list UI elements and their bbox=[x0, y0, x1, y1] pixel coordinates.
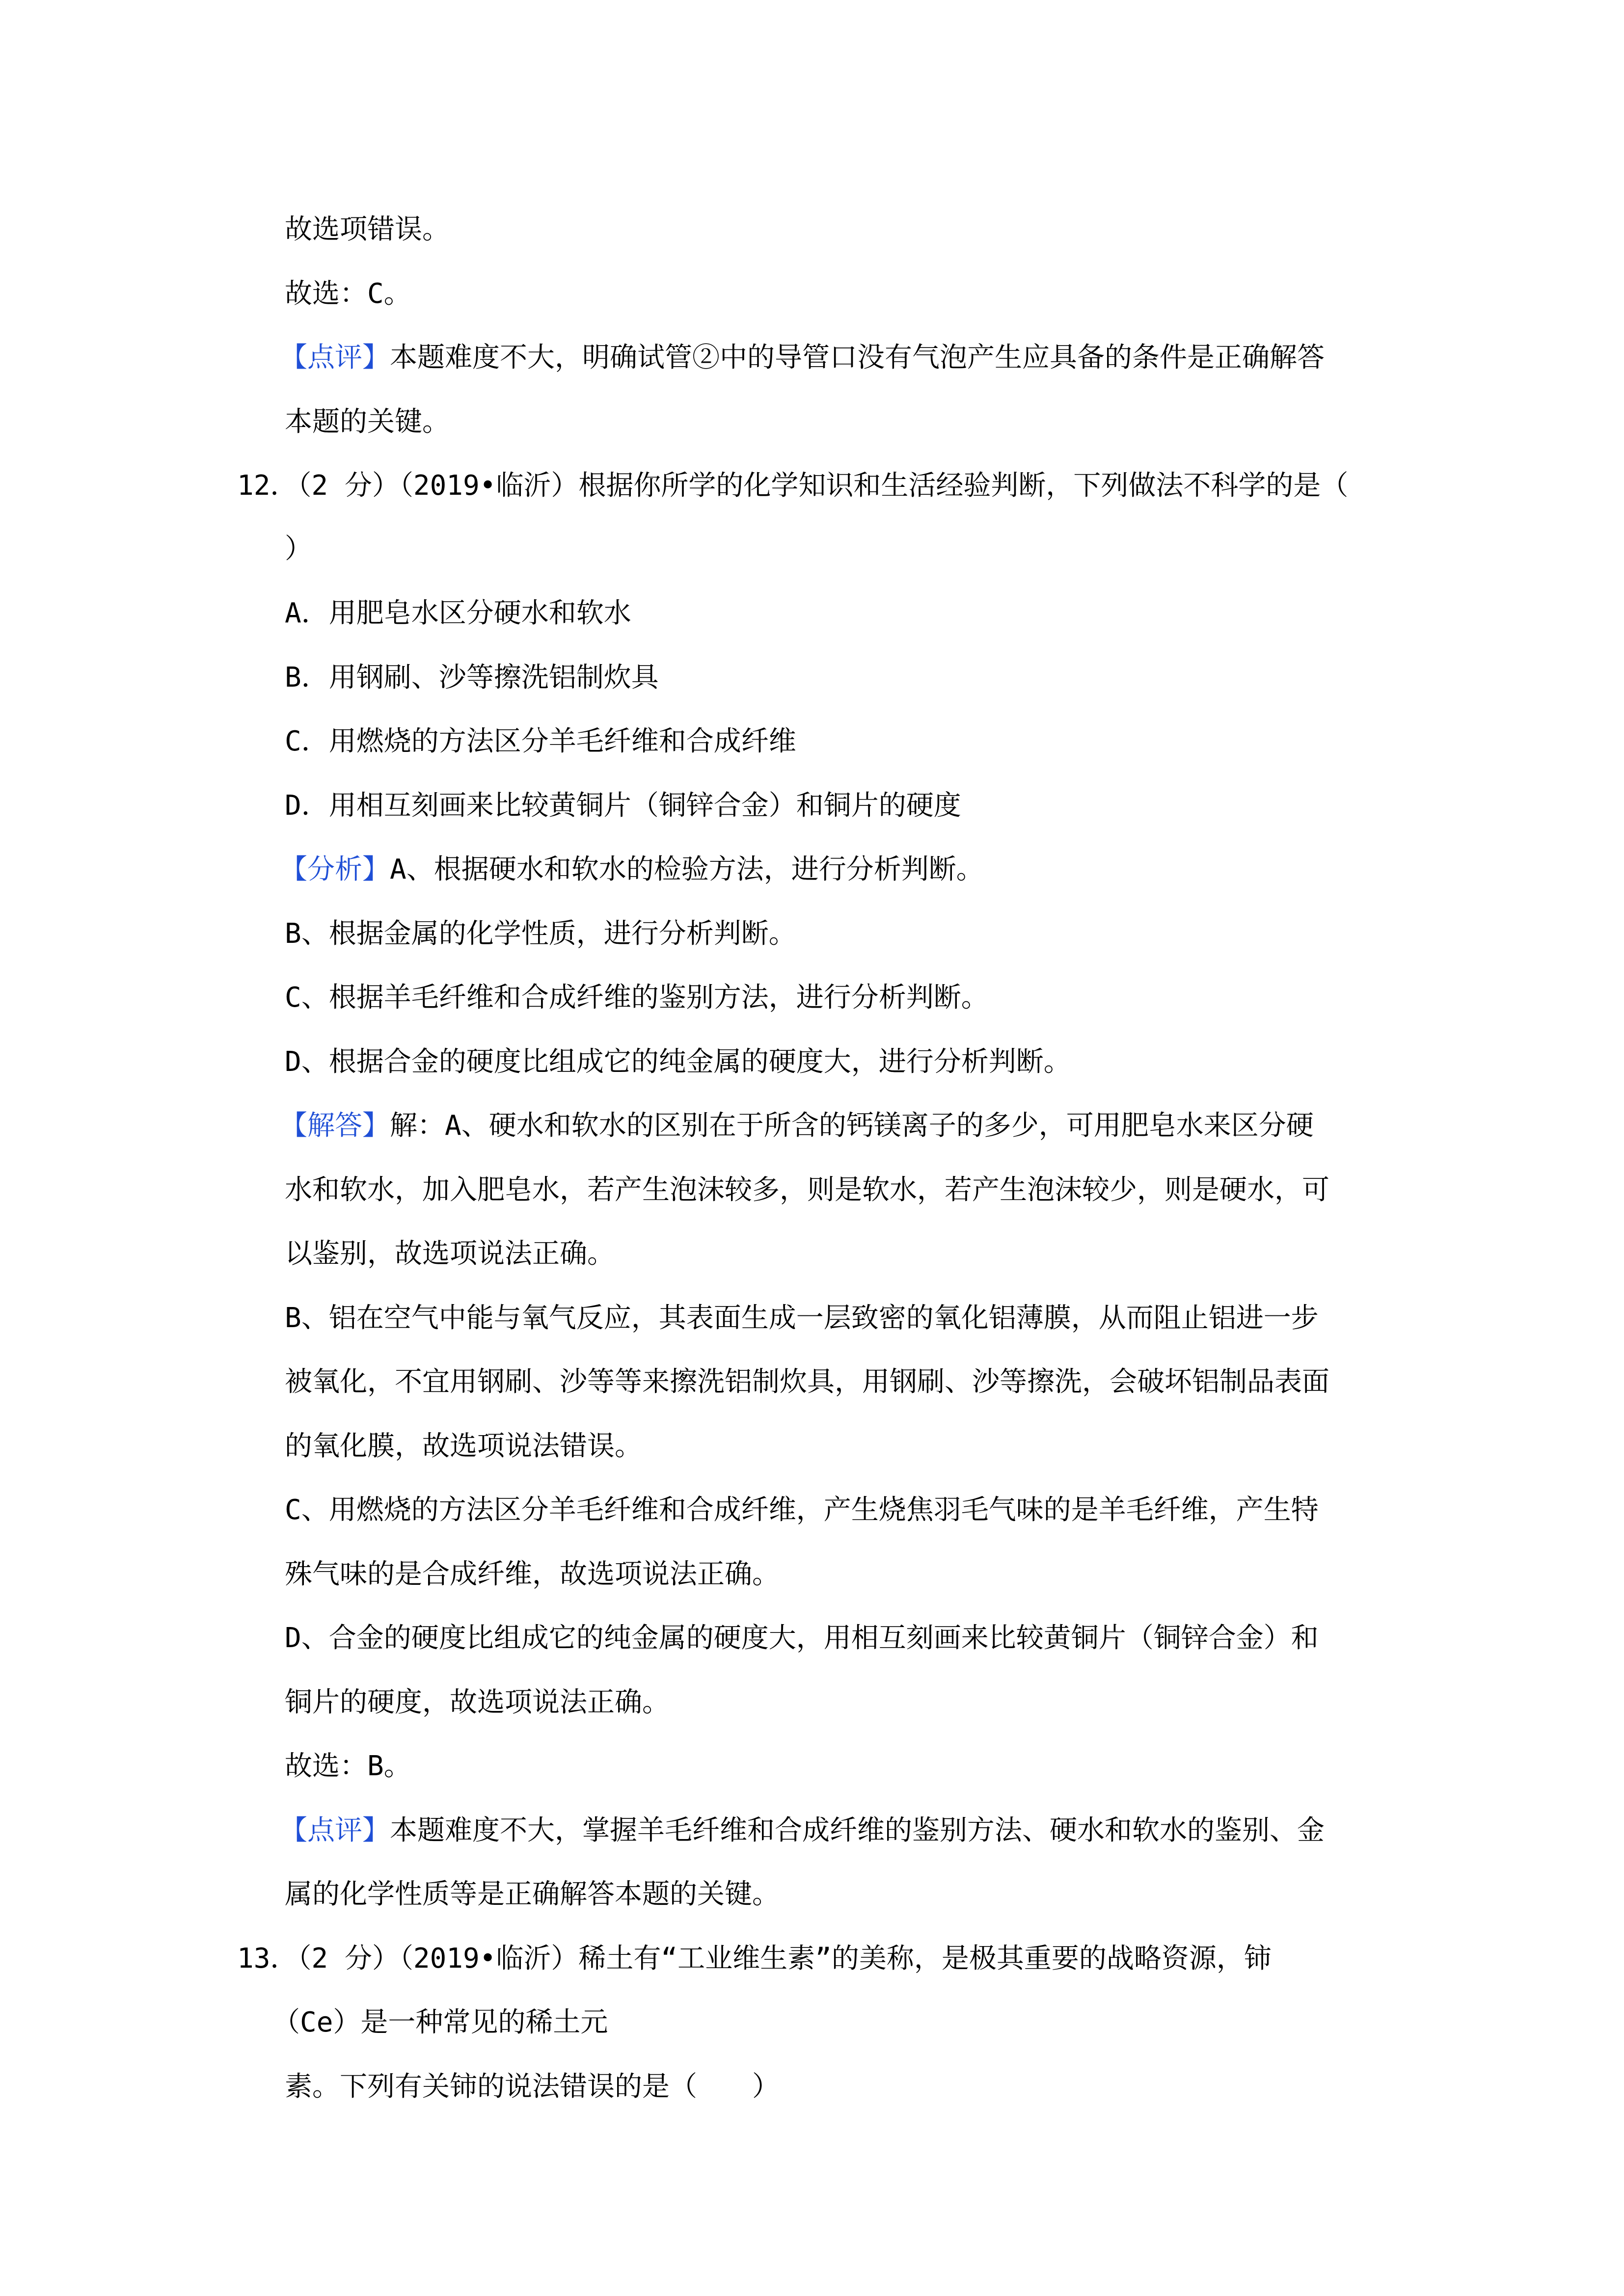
review-tag: 【点评】 bbox=[280, 342, 390, 374]
q13-stem: 13．（2 分）（2019•临沂）稀土有“工业维生素”的美称，是极其重要的战略资源，铈 bbox=[237, 1943, 1272, 1975]
q12-solution-l10: 铜片的硬度，故选项说法正确。 bbox=[285, 1686, 670, 1718]
q12-solution-l3: 以鉴别，故选项说法正确。 bbox=[285, 1238, 615, 1270]
q12-analysis-b: B、根据金属的化学性质，进行分析判断。 bbox=[285, 918, 796, 950]
q12-analysis bbox=[280, 852, 984, 887]
q11-review bbox=[280, 340, 1325, 375]
q12-analysis-c: C、根据羊毛纤维和合成纤维的鉴别方法，进行分析判断。 bbox=[285, 982, 989, 1014]
q12-review-text: 本题难度不大，掌握羊毛纤维和合成纤维的鉴别方法、硬水和软水的鉴别、金 bbox=[390, 1815, 1325, 1846]
q12-solution-l7: C、用燃烧的方法区分羊毛纤维和合成纤维，产生烧焦羽毛气味的是羊毛纤维，产生特 bbox=[285, 1494, 1319, 1526]
q12-stem-cont: ） bbox=[285, 533, 312, 565]
q12-solution-l6: 的氧化膜，故选项说法错误。 bbox=[285, 1430, 642, 1462]
q12-solution-l8: 殊气味的是合成纤维，故选项说法正确。 bbox=[285, 1558, 780, 1590]
q12-solution bbox=[280, 1108, 1314, 1144]
q12-review-cont: 属的化学性质等是正确解答本题的关键。 bbox=[285, 1878, 780, 1910]
analysis-tag: 【分析】 bbox=[280, 854, 390, 885]
q12-option-c: C．用燃烧的方法区分羊毛纤维和合成纤维 bbox=[285, 725, 796, 757]
q11-answer: 故选：C。 bbox=[285, 278, 411, 310]
q12-review bbox=[280, 1813, 1325, 1848]
q11-conclusion: 故选项错误。 bbox=[285, 214, 450, 245]
q12-solution-l1: 解：A、硬水和软水的区别在于所含的钙镁离子的多少，可用肥皂水来区分硬 bbox=[390, 1110, 1314, 1142]
q12-solution-l9: D、合金的硬度比组成它的纯金属的硬度大，用相互刻画来比较黄铜片（铜锌合金）和 bbox=[285, 1622, 1319, 1654]
q13-stem-cont2: 素。下列有关铈的说法错误的是（ ） bbox=[285, 2071, 780, 2103]
q12-stem: 12．（2 分）（2019•临沂）根据你所学的化学知识和生活经验判断，下列做法不科学的是（ bbox=[237, 470, 1349, 502]
q12-solution-l4: B、铝在空气中能与氧气反应，其表面生成一层致密的氧化铝薄膜，从而阻止铝进一步 bbox=[285, 1302, 1319, 1334]
q13-stem-cont: （Ce）是一种常见的稀土元 bbox=[272, 2006, 608, 2038]
q12-option-b: B．用钢刷、沙等擦洗铝制炊具 bbox=[285, 662, 659, 694]
q12-option-d: D．用相互刻画来比较黄铜片（铜锌合金）和铜片的硬度 bbox=[285, 790, 961, 822]
q12-solution-l5: 被氧化，不宜用钢刷、沙等等来擦洗铝制炊具，用钢刷、沙等擦洗，会破坏铝制品表面 bbox=[285, 1366, 1329, 1398]
q11-review-cont: 本题的关键。 bbox=[285, 406, 450, 438]
q12-solution-l2: 水和软水，加入肥皂水，若产生泡沫较多，则是软水，若产生泡沫较少，则是硬水，可 bbox=[285, 1174, 1329, 1206]
q11-review-text: 本题难度不大，明确试管②中的导管口没有气泡产生应具备的条件是正确解答 bbox=[390, 342, 1325, 374]
q12-analysis-d: D、根据合金的硬度比组成它的纯金属的硬度大，进行分析判断。 bbox=[285, 1046, 1071, 1078]
q12-answer: 故选：B。 bbox=[285, 1750, 411, 1782]
q12-option-a: A．用肥皂水区分硬水和软水 bbox=[285, 597, 631, 629]
q12-analysis-a: A、根据硬水和软水的检验方法，进行分析判断。 bbox=[390, 854, 984, 885]
review-tag: 【点评】 bbox=[280, 1815, 390, 1846]
solution-tag: 【解答】 bbox=[280, 1110, 390, 1142]
